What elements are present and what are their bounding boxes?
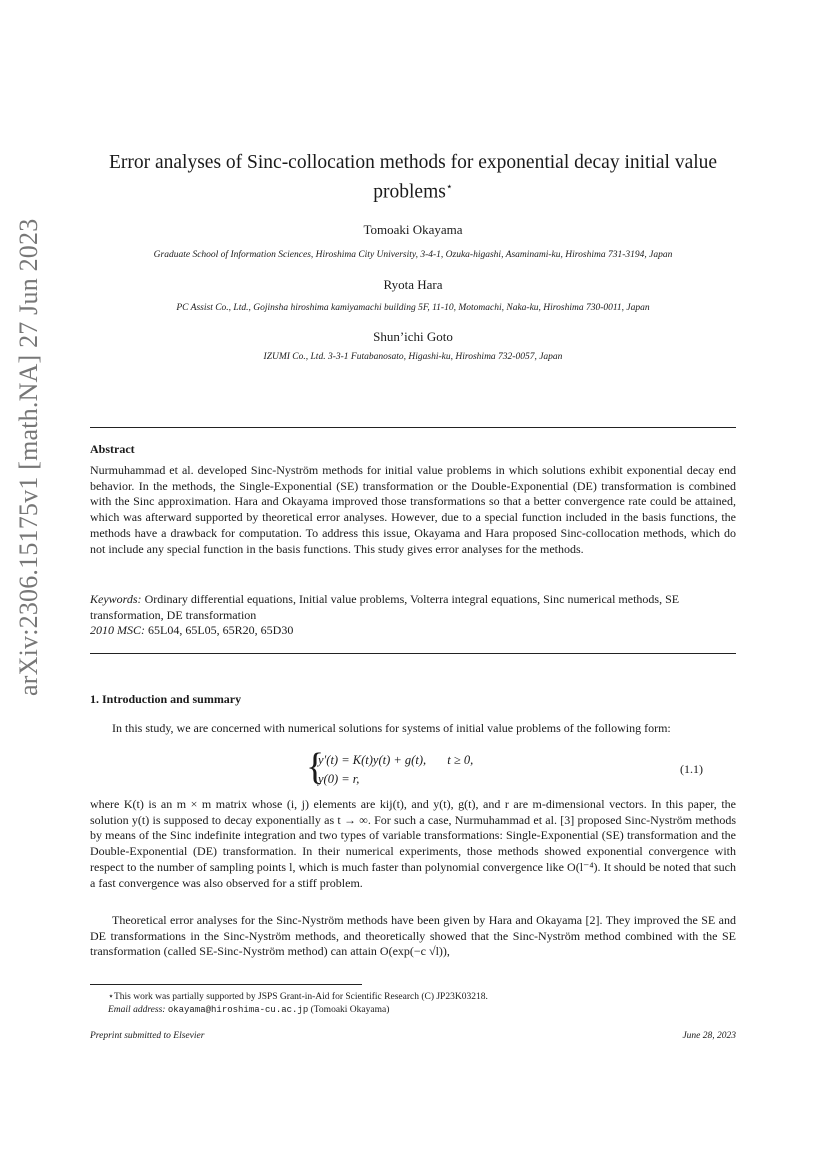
title-footnote-mark: ⋆ xyxy=(445,181,453,193)
footnote-funding: ⋆This work was partially supported by JSPS Grant-in-Aid for Scientific Research (C) JP23K03218. xyxy=(108,992,488,1002)
author-affiliation: PC Assist Co., Ltd., Gojinsha hiroshima kamiyamachi building 5F, 11-10, Motomachi, Naka-ku, Hiroshima 730-0011, Japan xyxy=(176,303,650,313)
footnote-rule xyxy=(90,984,362,985)
equation-line-2: y(0) = r, xyxy=(318,772,360,786)
preprint-note: Preprint submitted to Elsevier xyxy=(90,1031,205,1041)
equation-number: (1.1) xyxy=(680,762,703,776)
equation-1-1 xyxy=(306,746,474,789)
abstract-bottom-rule xyxy=(90,653,736,654)
author-name: Shun’ichi Goto xyxy=(373,329,453,344)
intro-paragraph-3: Theoretical error analyses for the Sinc-Nyström methods have been given by Hara and Okayama [2]. They improved the SE and DE transformations in the Sinc-Nyström methods, and theoretically showed that the Sinc-Nyström method combined with the SE transformation (called SE-Sinc-Nyström method) can attain O(exp(−c √l)), xyxy=(90,913,736,959)
footnote-mark: ⋆ xyxy=(108,992,114,1002)
author-name: Tomoaki Okayama xyxy=(363,222,463,237)
email-owner: (Tomoaki Okayama) xyxy=(310,1005,390,1015)
equation-line-1: y′(t) = K(t)y(t) + g(t), xyxy=(318,753,427,767)
title-line-2: problems⋆ xyxy=(373,181,453,203)
footnote-email xyxy=(108,1004,389,1016)
paper-title xyxy=(90,150,736,205)
email-link[interactable]: okayama@hiroshima-cu.ac.jp xyxy=(167,1005,309,1015)
title-line-1: Error analyses of Sinc-collocation methods for exponential decay initial value xyxy=(108,152,718,173)
abstract-text: Nurmuhammad et al. developed Sinc-Nyström methods for initial value problems in which solutions exhibit exponential decay end behavior. In the methods, the Single-Exponential (SE) transformation or the Double-Exponential (DE) transformation is combined with the Sinc approximation. Hara and Okayama improved those transformations so that a better convergence rate could be attained, which was afterward supported by theoretical error analyses. However, due to a special function included in the basis functions, the methods have a drawback for computation. To address this issue, Okayama and Hara proposed Sinc-collocation methods, which do not include any special function in the basis functions. This study gives error analyses for the methods. xyxy=(90,463,736,556)
preprint-date: June 28, 2023 xyxy=(682,1031,736,1041)
intro-paragraph-2: where K(t) is an m × m matrix whose (i, j) elements are kij(t), and y(t), g(t), and r are m-dimensional vectors. In this paper, the solution y(t) is supposed to decay exponentially as t → ∞. For such a case, Nurmuhammad et al. [3] proposed Sinc-Nyström methods by means of the Sinc indefinite integration and two types of variable transformations: Single-Exponential (SE) transformation and the Double-Exponential (DE) transformation. In their numerical experiments, those methods showed exponential convergence with respect to the number of sampling points l, which is much faster than polynomial convergence like O(l⁻⁴). It should be noted that such a fast convergence was also observed for a stiff problem. xyxy=(90,797,736,890)
equation-brace: { xyxy=(306,746,325,788)
msc-label: 2010 MSC: xyxy=(90,623,145,638)
author-name: Ryota Hara xyxy=(383,277,443,292)
author-affiliation: IZUMI Co., Ltd. 3-3-1 Futabanosato, Higashi-ku, Hiroshima 732-0057, Japan xyxy=(263,352,563,362)
keywords xyxy=(90,592,736,639)
msc-text: 65L04, 65L05, 65R20, 65D30 xyxy=(148,623,294,638)
keywords-label: Keywords: xyxy=(90,592,142,606)
abstract-heading: Abstract xyxy=(90,442,135,456)
abstract-top-rule xyxy=(90,427,736,428)
author-affiliation: Graduate School of Information Sciences, Hiroshima City University, 3-4-1, Ozuka-higashi, Asaminami-ku, Hiroshima 731-3194, Japan xyxy=(153,250,673,260)
keywords-text: Ordinary differential equations, Initial value problems, Volterra integral equations, Sinc numerical methods, SE transformation, DE transformation xyxy=(90,592,680,622)
equation-condition: t ≥ 0, xyxy=(447,753,474,767)
arxiv-identifier: arXiv:2306.15175v1 [math.NA] 27 Jun 2023 xyxy=(14,218,43,696)
intro-paragraph-1: In this study, we are concerned with numerical solutions for systems of initial value problems of the following form: xyxy=(112,721,671,735)
email-label: Email address: xyxy=(108,1005,166,1015)
section-heading: 1. Introduction and summary xyxy=(90,692,242,706)
